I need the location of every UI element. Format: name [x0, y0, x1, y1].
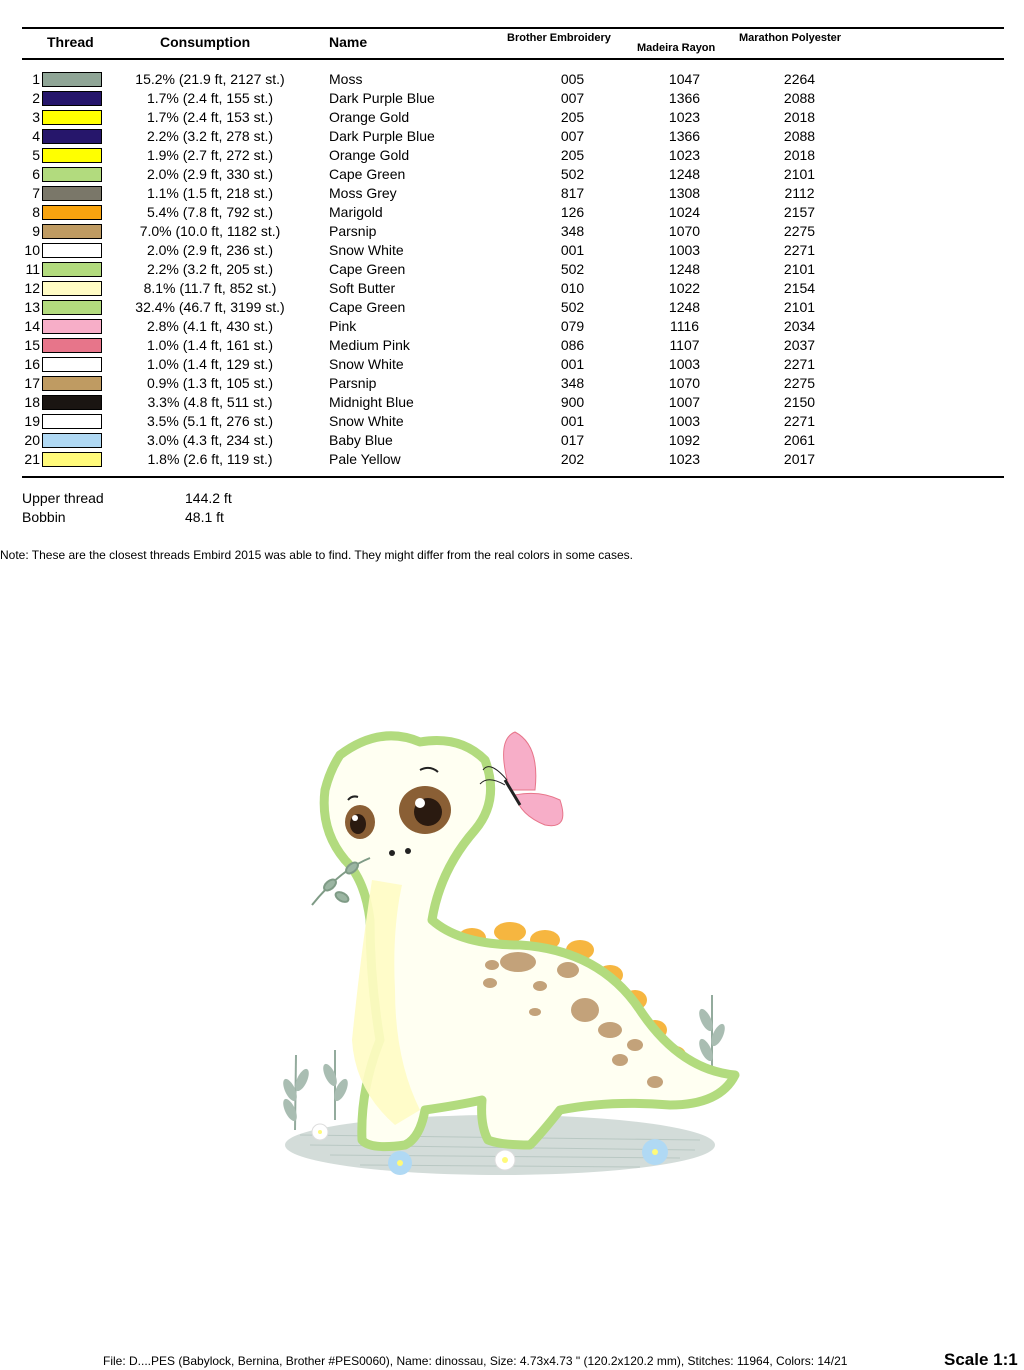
madeira-code: 1024	[668, 204, 701, 220]
header-name: Name	[329, 34, 368, 50]
brother-code: 348	[560, 375, 585, 391]
thread-name: Dark Purple Blue	[329, 128, 435, 144]
brother-code: 202	[560, 451, 585, 467]
marathon-code: 2275	[783, 223, 816, 239]
marathon-code: 2101	[783, 261, 816, 277]
madeira-code: 1070	[668, 223, 701, 239]
thread-row	[0, 450, 1024, 469]
thread-name: Medium Pink	[329, 337, 410, 353]
brother-code: 017	[560, 432, 585, 448]
thread-row	[0, 279, 1024, 298]
thread-row	[0, 165, 1024, 184]
scale-label: Scale 1:1	[944, 1350, 1018, 1369]
thread-consumption: 2.0% (2.9 ft, 330 st.)	[146, 166, 274, 182]
thread-color-swatch	[42, 319, 102, 334]
madeira-code: 1248	[668, 166, 701, 182]
thread-row	[0, 70, 1024, 89]
thread-color-swatch	[42, 205, 102, 220]
brother-code: 007	[560, 90, 585, 106]
thread-consumption: 3.0% (4.3 ft, 234 st.)	[146, 432, 274, 448]
thread-number: 18	[24, 394, 40, 410]
brother-code: 205	[560, 109, 585, 125]
brother-code: 126	[560, 204, 585, 220]
thread-row	[0, 317, 1024, 336]
brother-code: 001	[560, 242, 585, 258]
thread-consumption: 2.0% (2.9 ft, 236 st.)	[146, 242, 274, 258]
nostril	[389, 850, 395, 856]
thread-color-swatch	[42, 452, 102, 467]
marathon-code: 2157	[783, 204, 816, 220]
thread-name: Orange Gold	[329, 147, 410, 163]
thread-row	[0, 127, 1024, 146]
brother-code: 005	[560, 71, 585, 87]
thread-row	[0, 222, 1024, 241]
madeira-code: 1023	[668, 451, 701, 467]
thread-number: 7	[32, 185, 40, 201]
thread-consumption: 7.0% (10.0 ft, 1182 st.)	[139, 223, 281, 239]
thread-name: Snow White	[329, 413, 404, 429]
thread-consumption: 5.4% (7.8 ft, 792 st.)	[146, 204, 274, 220]
brother-code: 079	[560, 318, 585, 334]
thread-color-swatch	[42, 357, 102, 372]
madeira-code: 1248	[668, 261, 701, 277]
marathon-code: 2034	[783, 318, 816, 334]
madeira-code: 1007	[668, 394, 701, 410]
thread-name: Soft Butter	[329, 280, 396, 296]
brother-code: 001	[560, 356, 585, 372]
thread-consumption: 1.8% (2.6 ft, 119 st.)	[147, 451, 273, 467]
thread-name: Moss	[329, 71, 363, 87]
thread-color-swatch	[42, 414, 102, 429]
madeira-code: 1366	[668, 90, 701, 106]
marathon-code: 2150	[783, 394, 816, 410]
brother-code: 817	[560, 185, 585, 201]
bobbin-label: Bobbin	[22, 509, 66, 525]
thread-color-swatch	[42, 433, 102, 448]
thread-name: Parsnip	[329, 223, 377, 239]
thread-number: 6	[32, 166, 40, 182]
table-top-rule	[22, 27, 1004, 29]
marathon-code: 2154	[783, 280, 816, 296]
thread-color-swatch	[42, 338, 102, 353]
thread-number: 1	[32, 71, 40, 87]
thread-consumption: 1.1% (1.5 ft, 218 st.)	[146, 185, 274, 201]
thread-name: Pale Yellow	[329, 451, 401, 467]
thread-number: 19	[24, 413, 40, 429]
thread-number: 20	[24, 432, 40, 448]
thread-consumption: 3.5% (5.1 ft, 276 st.)	[146, 413, 274, 429]
thread-name: Cape Green	[329, 261, 406, 277]
thread-number: 14	[24, 318, 40, 334]
madeira-code: 1047	[668, 71, 701, 87]
marathon-code: 2088	[783, 128, 816, 144]
thread-row	[0, 336, 1024, 355]
thread-name: Parsnip	[329, 375, 377, 391]
thread-color-swatch	[42, 262, 102, 277]
thread-consumption: 2.2% (3.2 ft, 205 st.)	[146, 261, 274, 277]
upper-thread-label: Upper thread	[22, 490, 104, 506]
madeira-code: 1366	[668, 128, 701, 144]
brother-code: 205	[560, 147, 585, 163]
thread-name: Baby Blue	[329, 432, 393, 448]
thread-number: 11	[25, 261, 40, 277]
thread-name: Moss Grey	[329, 185, 397, 201]
thread-color-swatch	[42, 300, 102, 315]
madeira-code: 1308	[668, 185, 701, 201]
thread-number: 9	[32, 223, 40, 239]
thread-consumption: 1.7% (2.4 ft, 153 st.)	[146, 109, 274, 125]
thread-row	[0, 355, 1024, 374]
thread-row	[0, 241, 1024, 260]
thread-number: 15	[24, 337, 40, 353]
thread-consumption: 3.3% (4.8 ft, 511 st.)	[147, 394, 273, 410]
thread-color-swatch	[42, 110, 102, 125]
thread-consumption: 1.0% (1.4 ft, 161 st.)	[146, 337, 274, 353]
dinosaur-embroidery-image	[280, 720, 750, 1200]
header-brother-embroidery: Brother Embroidery	[507, 32, 611, 44]
brother-code: 007	[560, 128, 585, 144]
thread-row	[0, 393, 1024, 412]
header-marathon-polyester: Marathon Polyester	[739, 32, 842, 44]
thread-row	[0, 108, 1024, 127]
marathon-code: 2271	[783, 356, 816, 372]
thread-name: Snow White	[329, 242, 404, 258]
marathon-code: 2101	[783, 166, 816, 182]
madeira-code: 1248	[668, 299, 701, 315]
madeira-code: 1023	[668, 147, 701, 163]
marathon-code: 2018	[783, 109, 816, 125]
brother-code: 001	[560, 413, 585, 429]
madeira-code: 1107	[669, 337, 700, 353]
thread-row	[0, 431, 1024, 450]
thread-name: Midnight Blue	[329, 394, 414, 410]
nostril	[405, 848, 411, 854]
brother-code: 502	[560, 166, 585, 182]
thread-number: 12	[24, 280, 40, 296]
brother-code: 348	[560, 223, 585, 239]
marathon-code: 2271	[783, 413, 816, 429]
header-madeira-rayon: Madeira Rayon	[637, 42, 716, 54]
thread-consumption: 1.7% (2.4 ft, 155 st.)	[146, 90, 274, 106]
thread-name: Dark Purple Blue	[329, 90, 435, 106]
brother-code: 502	[560, 261, 585, 277]
thread-color-swatch	[42, 243, 102, 258]
thread-row	[0, 374, 1024, 393]
thread-consumption: 8.1% (11.7 ft, 852 st.)	[143, 280, 277, 296]
thread-row	[0, 203, 1024, 222]
marathon-code: 2037	[783, 337, 816, 353]
brother-code: 502	[560, 299, 585, 315]
marathon-code: 2271	[783, 242, 816, 258]
thread-number: 5	[32, 147, 40, 163]
thread-number: 13	[24, 299, 40, 315]
madeira-code: 1003	[668, 356, 701, 372]
thread-color-swatch	[42, 376, 102, 391]
thread-consumption: 15.2% (21.9 ft, 2127 st.)	[135, 71, 285, 87]
madeira-code: 1116	[669, 318, 700, 334]
thread-consumption: 2.2% (3.2 ft, 278 st.)	[146, 128, 274, 144]
thread-row	[0, 146, 1024, 165]
bobbin-value: 48.1 ft	[185, 509, 224, 525]
thread-number: 21	[24, 451, 40, 467]
thread-color-swatch	[42, 167, 102, 182]
thread-color-swatch	[42, 72, 102, 87]
brother-code: 010	[560, 280, 585, 296]
thread-color-swatch	[42, 148, 102, 163]
thread-color-swatch	[42, 395, 102, 410]
brother-code: 900	[560, 394, 585, 410]
thread-color-swatch	[42, 129, 102, 144]
thread-number: 3	[32, 109, 40, 125]
thread-consumption: 32.4% (46.7 ft, 3199 st.)	[135, 299, 285, 315]
thread-consumption: 2.8% (4.1 ft, 430 st.)	[146, 318, 274, 334]
madeira-code: 1092	[668, 432, 701, 448]
thread-number: 10	[24, 242, 40, 258]
marathon-code: 2088	[783, 90, 816, 106]
thread-row	[0, 89, 1024, 108]
upper-thread-value: 144.2 ft	[185, 490, 232, 506]
madeira-code: 1003	[668, 413, 701, 429]
table-bottom-rule	[22, 476, 1004, 478]
thread-number: 2	[32, 90, 40, 106]
marathon-code: 2018	[783, 147, 816, 163]
marathon-code: 2061	[783, 432, 816, 448]
thread-color-swatch	[42, 186, 102, 201]
table-header-rule	[22, 58, 1004, 60]
marathon-code: 2101	[783, 299, 816, 315]
marathon-code: 2264	[783, 71, 816, 87]
thread-color-swatch	[42, 224, 102, 239]
madeira-code: 1003	[668, 242, 701, 258]
thread-consumption: 1.9% (2.7 ft, 272 st.)	[146, 147, 274, 163]
thread-name: Snow White	[329, 356, 404, 372]
madeira-code: 1022	[668, 280, 701, 296]
marathon-code: 2112	[784, 185, 815, 201]
thread-consumption: 1.0% (1.4 ft, 129 st.)	[146, 356, 274, 372]
marathon-code: 2275	[783, 375, 816, 391]
thread-color-swatch	[42, 281, 102, 296]
thread-name: Cape Green	[329, 166, 406, 182]
thread-consumption: 0.9% (1.3 ft, 105 st.)	[146, 375, 274, 391]
thread-row	[0, 260, 1024, 279]
thread-name: Orange Gold	[329, 109, 410, 125]
madeira-code: 1023	[668, 109, 701, 125]
header-consumption: Consumption	[160, 34, 251, 50]
thread-row	[0, 184, 1024, 203]
thread-name: Marigold	[329, 204, 383, 220]
thread-number: 16	[24, 356, 40, 372]
header-thread: Thread	[47, 34, 94, 50]
thread-name: Pink	[329, 318, 357, 334]
thread-note: Note: These are the closest threads Embird 2015 was able to find. They might differ from the real colors in some cases.	[0, 548, 633, 562]
thread-color-swatch	[42, 91, 102, 106]
thread-number: 4	[32, 128, 40, 144]
thread-number: 8	[32, 204, 40, 220]
marathon-code: 2017	[783, 451, 816, 467]
thread-row	[0, 412, 1024, 431]
thread-name: Cape Green	[329, 299, 406, 315]
file-info-footer: File: D....PES (Babylock, Bernina, Brother #PES0060), Name: dinossau, Size: 4.73x4.73 " (120.2x120.2 mm), Stitches: 11964, Colors: 14/21	[103, 1354, 848, 1368]
thread-number: 17	[24, 375, 40, 391]
thread-row	[0, 298, 1024, 317]
brother-code: 086	[560, 337, 585, 353]
madeira-code: 1070	[668, 375, 701, 391]
